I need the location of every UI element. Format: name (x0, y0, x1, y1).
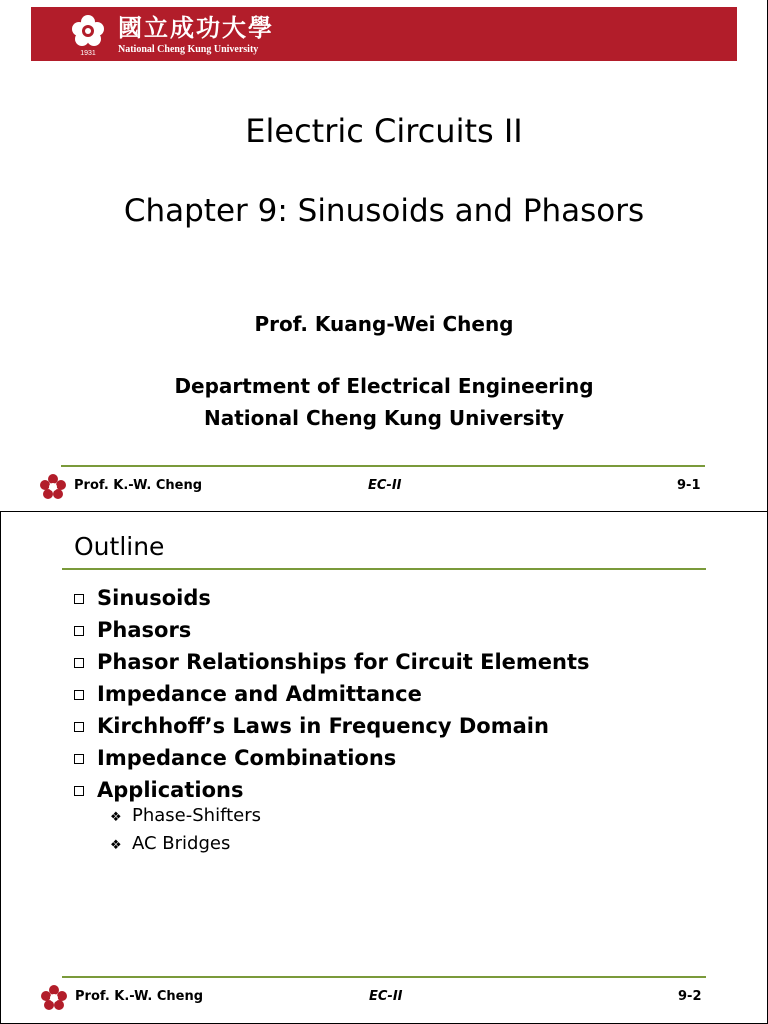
sub-list-item-label: Phase-Shifters (132, 805, 262, 826)
footer-page-number: 9-1 (677, 478, 701, 493)
footer-author: Prof. K.-W. Cheng (74, 478, 203, 493)
list-item-label: Kirchhoff’s Laws in Frequency Domain (97, 714, 549, 738)
footer-page-number: 9-2 (678, 989, 702, 1004)
list-item (74, 646, 590, 678)
footer-course: EC-II (369, 989, 403, 1004)
sub-list-item-label: AC Bridges (132, 833, 231, 854)
sub-list-item (110, 802, 261, 830)
square-bullet-icon (74, 658, 84, 668)
diamond-bullet-icon: ❖ (110, 810, 122, 825)
university-name-english: National Cheng Kung University (118, 44, 259, 55)
footer-author: Prof. K.-W. Cheng (75, 989, 204, 1004)
diamond-bullet-icon: ❖ (110, 838, 122, 853)
list-item-label: Applications (97, 778, 244, 802)
university-seal-icon (70, 13, 106, 57)
course-title: Electric Circuits II (245, 112, 523, 150)
square-bullet-icon (74, 754, 84, 764)
square-bullet-icon (74, 722, 84, 732)
footer-seal-icon (40, 984, 68, 1012)
title-divider (62, 568, 706, 570)
square-bullet-icon (74, 786, 84, 796)
list-item (74, 678, 590, 710)
footer-course: EC-II (368, 478, 402, 493)
chapter-title: Chapter 9: Sinusoids and Phasors (123, 193, 645, 229)
footer-divider (62, 976, 706, 978)
list-item (74, 710, 590, 742)
applications-sublist (74, 802, 261, 858)
outline-title: Outline (74, 532, 165, 561)
university-name-chinese: 國立成功大學 (118, 13, 274, 42)
list-item-label: Impedance Combinations (97, 746, 397, 770)
square-bullet-icon (74, 594, 84, 604)
list-item-label: Phasors (97, 618, 192, 642)
list-item (74, 742, 590, 774)
footer-seal-icon (39, 473, 67, 501)
university-name: National Cheng Kung University (204, 406, 564, 430)
list-item-label: Phasor Relationships for Circuit Elements (97, 650, 590, 674)
outline-list (74, 582, 590, 806)
square-bullet-icon (74, 690, 84, 700)
list-item (74, 582, 590, 614)
list-item-label: Sinusoids (97, 586, 211, 610)
sub-list-item (110, 830, 261, 858)
footer-divider (61, 465, 705, 467)
professor-name: Prof. Kuang-Wei Cheng (254, 312, 514, 336)
outline-slide (0, 512, 768, 1024)
list-item (74, 614, 590, 646)
seal-year: 1931 (80, 50, 96, 57)
university-banner (31, 7, 737, 61)
list-item-label: Impedance and Admittance (97, 682, 422, 706)
department-name: Department of Electrical Engineering (174, 374, 594, 398)
square-bullet-icon (74, 626, 84, 636)
